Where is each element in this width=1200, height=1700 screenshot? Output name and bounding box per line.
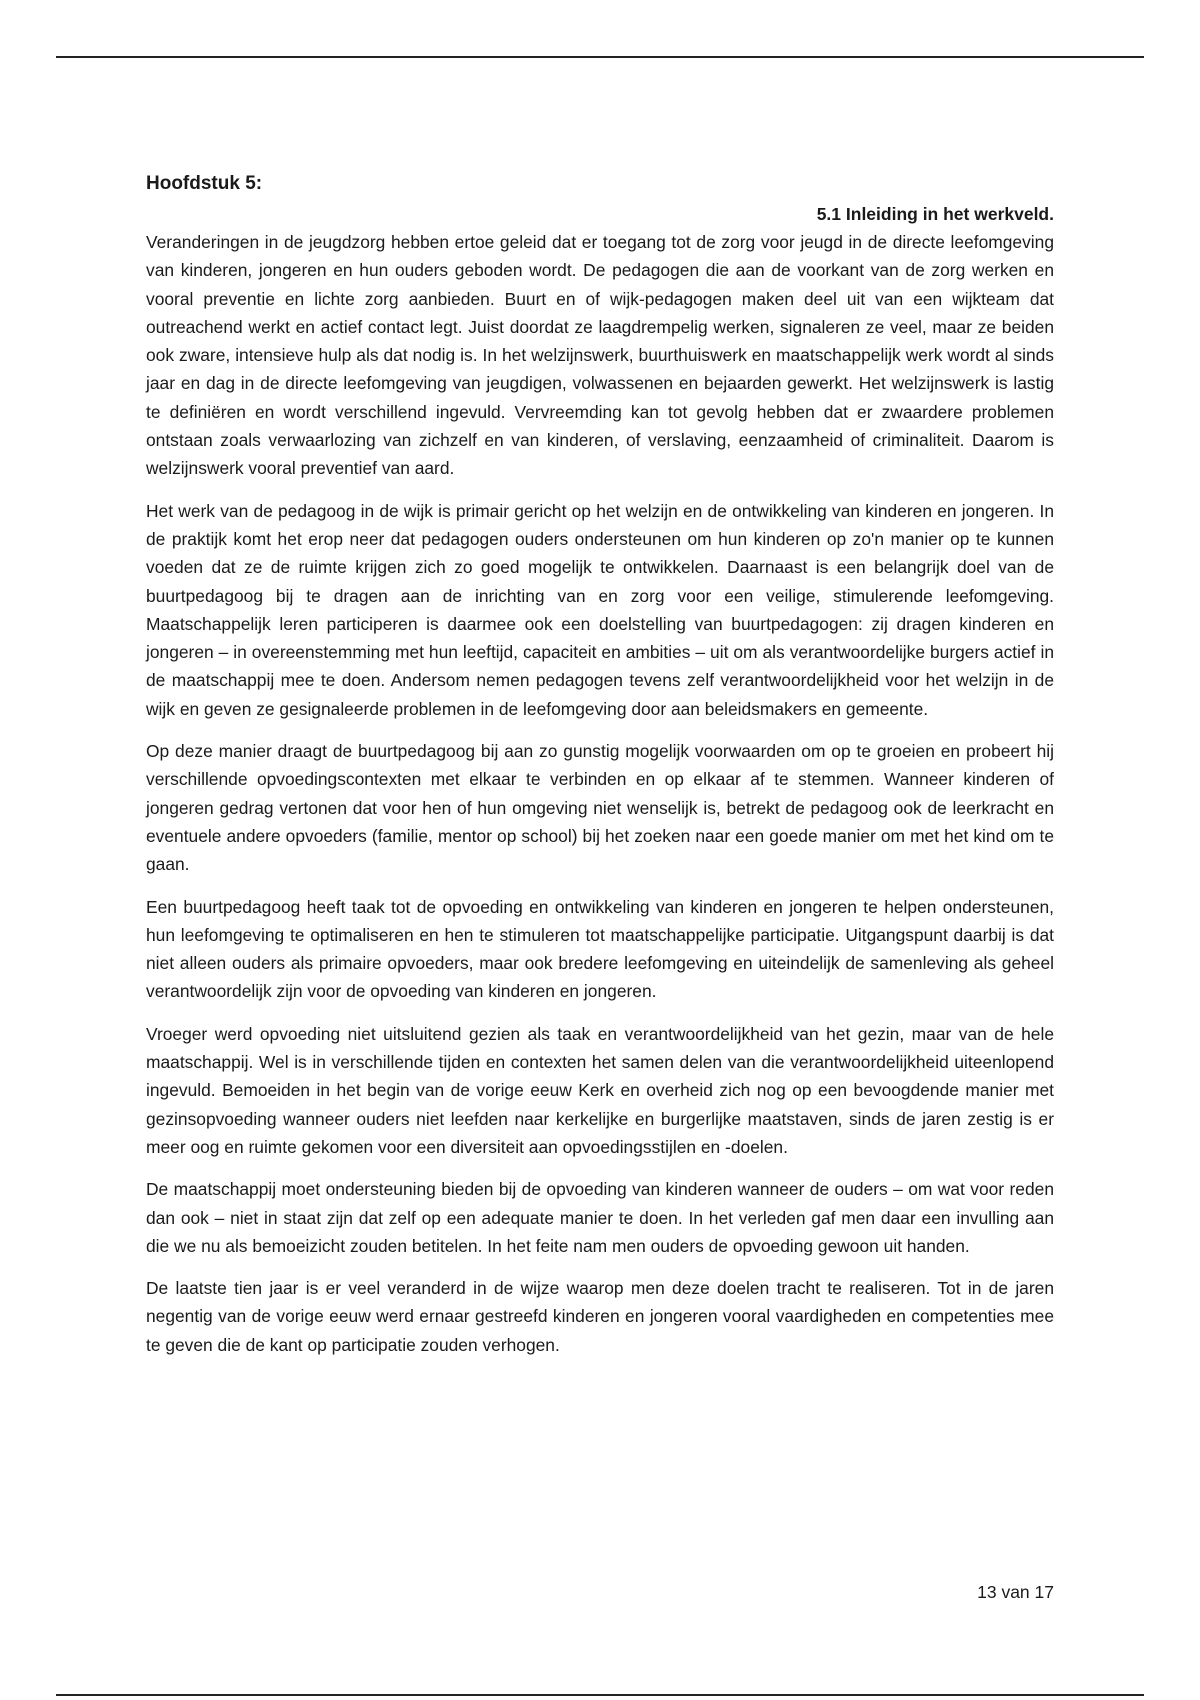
- paragraph-7: De laatste tien jaar is er veel veranderd in de wijze waarop men deze doelen tracht te realiseren. Tot in de jaren negentig van de vorige eeuw werd ernaar gestreefd kinderen en jongeren vooral vaardigheden en competenties mee te geven die de kant op participatie zouden verhogen.: [146, 1278, 1054, 1355]
- paragraph-2: Het werk van de pedagoog in de wijk is primair gericht op het welzijn en de ontwikkeling van kinderen en jongeren. In de praktijk komt het erop neer dat pedagogen ouders ondersteunen om hun kinderen op zo'n manier op te kunnen voeden dat ze de ruimte krijgen zich zo goed mogelijk te ontwikkelen. Daarnaast is een belangrijk doel van de buurtpedagoog bij te dragen aan de inrichting van en zorg voor een veilige, stimulerende leefomgeving. Maatschappelijk leren participeren is daarmee ook een doelstelling van buurtpedagogen: zij dragen kinderen en jongeren – in overeenstemming met hun leeftijd, capaciteit en ambities – uit om als verantwoordelijke burgers actief in de maatschappij mee te doen. Andersom nemen pedagogen tevens zelf verantwoordelijkheid voor het welzijn in de wijk en geven ze gesignaleerde problemen in de leefomgeving door aan beleidsmakers en gemeente.: [146, 500, 1054, 719]
- paragraph-3: Op deze manier draagt de buurtpedagoog bij aan zo gunstig mogelijk voorwaarden om op te groeien en probeert hij verschillende opvoedingscontexten met elkaar te verbinden en op elkaar af te stemmen. Wanneer kinderen of jongeren gedrag vertonen dat voor hen of hun omgeving niet wenselijk is, betrekt de pedagoog ook de leerkracht en eventuele andere opvoeders (familie, mentor op school) bij het zoeken naar een goede manier om met het kind om te gaan.: [146, 741, 1054, 875]
- paragraph-6: De maatschappij moet ondersteuning bieden bij de opvoeding van kinderen wanneer de ouders – om wat voor reden dan ook – niet in staat zijn dat zelf op een adequate manier te doen. In het verleden gaf men daar een invulling aan die we nu als bemoeizicht zouden betitelen. In het feite nam men ouders de opvoeding gewoon uit handen.: [146, 1179, 1054, 1256]
- paragraph-4: Een buurtpedagoog heeft taak tot de opvoeding en ontwikkeling van kinderen en jongeren te helpen ondersteunen, hun leefomgeving te optimaliseren en hen te stimuleren tot maatschappelijke participatie. Uitgangspunt daarbij is dat niet alleen ouders als primaire opvoeders, maar ook bredere leefomgeving en uiteindelijk de samenleving als geheel verantwoordelijk zijn voor de opvoeding van kinderen en jongeren.: [146, 896, 1054, 1002]
- header-rule: [56, 56, 1144, 58]
- footer-rule: [56, 1694, 1144, 1696]
- page-number: 13 van 17: [977, 1582, 1054, 1602]
- chapter-title: Hoofdstuk 5:: [146, 173, 263, 194]
- section-title: 5.1 Inleiding in het werkveld.: [816, 204, 1054, 224]
- document-page: [146, 170, 1054, 1373]
- paragraph-5: Vroeger werd opvoeding niet uitsluitend gezien als taak en verantwoordelijkheid van het gezin, maar van de hele maatschappij. Wel is in verschillende tijden en contexten het samen delen van die verantwoordelijkheid uiteenlopend ingevuld. Bemoeiden in het begin van de vorige eeuw Kerk en overheid zich nog op een bevoogdende manier met gezinsopvoeding wanneer ouders niet leefden naar kerkelijke en burgerlijke maatstaven, sinds de jaren zestig is er meer oog en ruimte gekomen voor een diversiteit aan opvoedingsstijlen en -doelen.: [146, 1023, 1054, 1157]
- paragraph-1: Veranderingen in de jeugdzorg hebben ertoe geleid dat er toegang tot de zorg voor jeugd in de directe leefomgeving van kinderen, jongeren en hun ouders geboden wordt. De pedagogen die aan de voorkant van de zorg werken en vooral preventie en lichte zorg aanbieden. Buurt en of wijk-pedagogen maken deel uit van een wijkteam dat outreachend werkt en actief contact legt. Juist doordat ze laagdrempelig werken, signaleren ze veel, maar ze beiden ook zware, intensieve hulp als dat nodig is. In het welzijnswerk, buurthuiswerk en maatschappelijk werk wordt al sinds jaar en dag in de directe leefomgeving van jeugdigen, volwassenen en bejaarden gewerkt. Het welzijnswerk is lastig te definiëren en wordt verschillend ingevuld. Vervreemding kan tot gevolg hebben dat er zwaardere problemen ontstaan zoals verwaarlozing van zichzelf en van kinderen, of verslaving, eenzaamheid of criminaliteit. Daarom is welzijnswerk vooral preventief van aard.: [146, 232, 1054, 479]
